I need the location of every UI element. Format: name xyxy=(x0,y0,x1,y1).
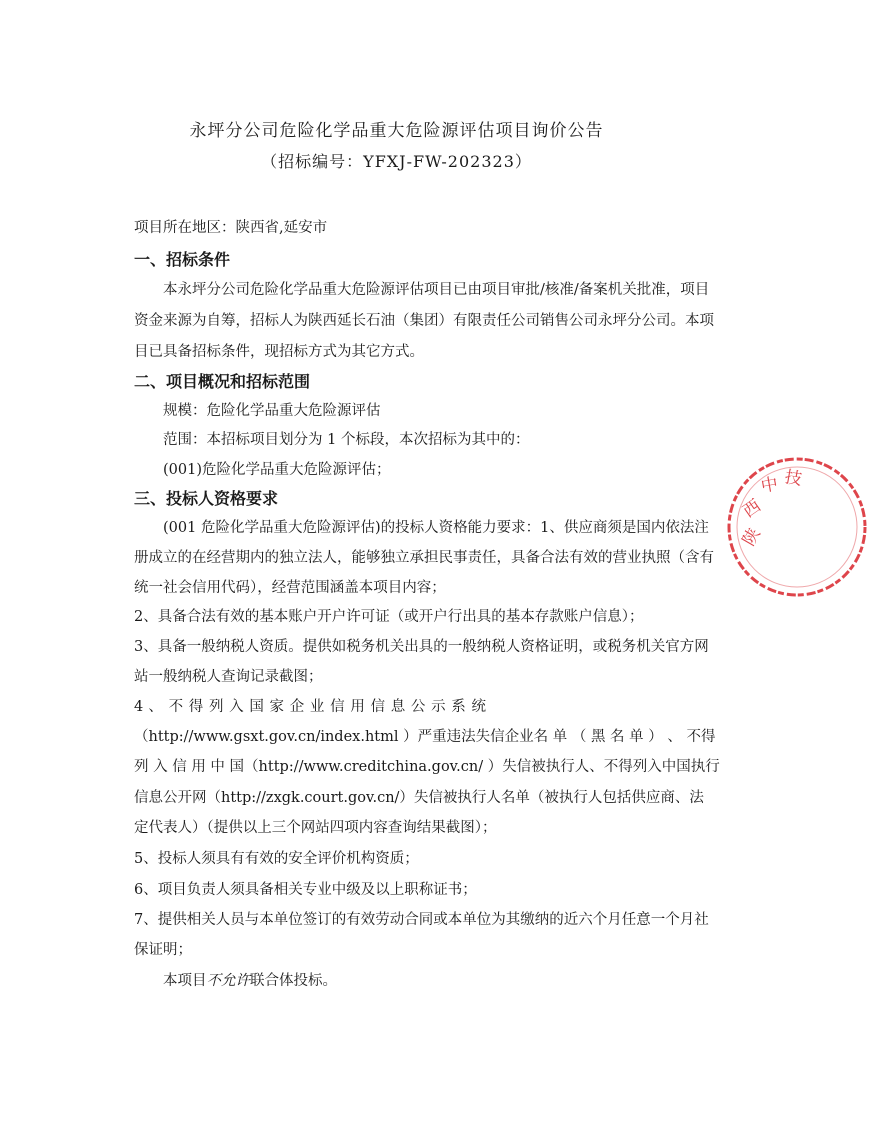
requirement-3-line: 3、具备一般纳税人资质。提供如税务机关出具的一般纳税人资格证明，或税务机关官方网 xyxy=(134,639,709,655)
section-3-heading: 三、投标人资格要求 xyxy=(134,489,279,508)
requirement-4-line: 信息公开网（http://zxgk.court.gov.cn/）失信被执行人名单（被执行人包括供应商、法 xyxy=(134,790,704,806)
section-1-line: 目已具备招标条件，现招标方式为其它方式。 xyxy=(134,344,424,360)
requirement-1-line: 册成立的在经营期内的独立法人，能够独立承担民事责任，具备合法有效的营业执照（含有 xyxy=(134,550,714,566)
svg-text:技: 技 xyxy=(783,467,804,490)
requirement-1-line: 统一社会信用代码），经营范围涵盖本项目内容； xyxy=(134,580,446,596)
tender-code: （招标编号：YFXJ-FW-202323） xyxy=(261,152,532,171)
company-seal xyxy=(722,452,872,602)
joint-bid-emphasis: 不允许 xyxy=(206,973,250,989)
requirement-4-line: 列 入 信 用 中 国（http://www.creditchina.gov.cn/ ）失信被执行人、不得列入中国执行 xyxy=(134,759,720,775)
requirement-6: 6、项目负责人须具备相关专业中级及以上职称证书； xyxy=(134,882,477,898)
project-scope: 范围：本招标项目划分为 1 个标段，本次招标为其中的： xyxy=(163,432,530,448)
joint-bid-prefix: 本项目 xyxy=(163,973,207,989)
joint-bid-suffix: 联合体投标。 xyxy=(250,973,337,989)
section-2-heading: 二、项目概况和招标范围 xyxy=(134,372,311,391)
svg-text:西: 西 xyxy=(739,495,765,523)
requirement-3-line: 站一般纳税人查询记录截图； xyxy=(134,669,323,685)
document-title: 永坪分公司危险化学品重大危险源评估项目询价公告 xyxy=(189,121,604,141)
requirement-1-line: (001 危险化学品重大危险源评估)的投标人资格能力要求：1、供应商须是国内依法注 xyxy=(163,520,709,536)
project-location: 项目所在地区：陕西省,延安市 xyxy=(134,220,328,236)
requirement-2: 2、具备合法有效的基本账户开户许可证（或开户行出具的基本存款账户信息）； xyxy=(134,609,644,625)
section-1-line: 资金来源为自筹，招标人为陕西延长石油（集团）有限责任公司销售公司永坪分公司。本项 xyxy=(134,313,714,329)
requirement-7-line: 保证明； xyxy=(134,942,192,958)
requirement-4-line: 4 、 不 得 列 入 国 家 企 业 信 用 信 息 公 示 系 统 xyxy=(134,699,486,715)
requirement-7-line: 7、提供相关人员与本单位签订的有效劳动合同或本单位为其缴纳的近六个月任意一个月社 xyxy=(134,912,709,928)
joint-bid-statement xyxy=(163,971,337,991)
requirement-5: 5、投标人须具有有效的安全评价机构资质； xyxy=(134,851,419,867)
svg-text:中: 中 xyxy=(759,474,780,497)
requirement-4-line: （http://www.gsxt.gov.cn/index.html ）严重违法失信企业名 单 （ 黑 名 单 ） 、 不得 xyxy=(134,729,716,745)
section-1-line: 本永坪分公司危险化学品重大危险源评估项目已由项目审批/核准/备案机关批准，项目 xyxy=(163,282,710,298)
project-scale: 规模：危险化学品重大危险源评估 xyxy=(163,403,381,419)
project-lot: (001)危险化学品重大危险源评估； xyxy=(163,462,391,478)
svg-text:陕: 陕 xyxy=(739,524,765,550)
section-1-heading: 一、招标条件 xyxy=(134,250,231,269)
requirement-4-line: 定代表人）（提供以上三个网站四项内容查询结果截图）； xyxy=(134,820,497,836)
